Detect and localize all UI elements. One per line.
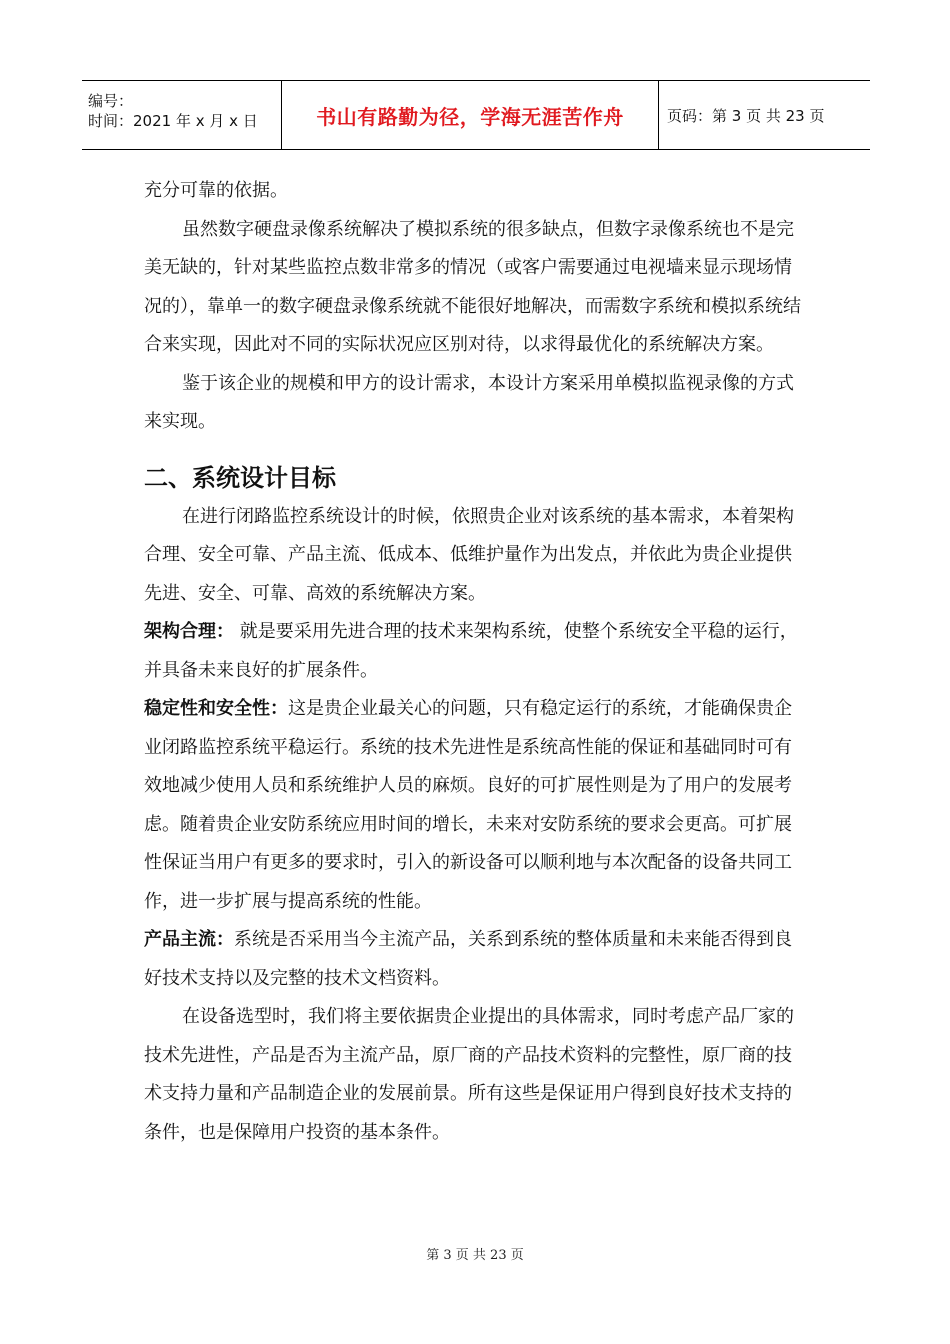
header-left	[88, 91, 258, 131]
term-text: 这是贵企业最关心的问题，只有稳定运行的系统，才能确保贵企业闭路监控系统平稳运行。系统的技术先进性是系统高性能的保证和基础同时可有效地减少使用人员和系统维护人员的麻烦。良好的可扩展性则是为了用户的发展考虑。随着贵企业安防系统应用时间的增长，未来对安防系统的要求会更高。可扩展性保证当用户有更多的要求时，引入的新设备可以顺利地与本次配备的设备共同工作，进一步扩展与提高系统的性能。	[144, 698, 792, 912]
document-body	[144, 172, 808, 1152]
paragraph-architecture	[144, 613, 808, 690]
paragraph-stability	[144, 690, 808, 921]
paragraph-mainstream	[144, 921, 808, 998]
header-page-info: 页码：第 3 页 共 23 页	[667, 106, 825, 125]
paragraph: 充分可靠的依据。	[144, 180, 288, 201]
term-label: 产品主流：	[144, 929, 234, 950]
paragraph: 在设备选型时，我们将主要依据贵企业提出的具体需求，同时考虑产品厂家的技术先进性，产品是否为主流产品，原厂商的产品技术资料的完整性，原厂商的技术支持力量和产品制造企业的发展前景。所有这些是保证用户得到良好技术支持的条件，也是保障用户投资的基本条件。	[144, 1006, 794, 1143]
term-label: 稳定性和安全性：	[144, 698, 288, 719]
paragraph: 在进行闭路监控系统设计的时候，依照贵企业对该系统的基本需求，本着架构合理、安全可靠、产品主流、低成本、低维护量作为出发点，并依此为贵企业提供先进、安全、可靠、高效的系统解决方案。	[144, 505, 794, 604]
term-text: 就是要采用先进合理的技术来架构系统，使整个系统安全平稳的运行，并具备未来良好的扩展条件。	[144, 621, 798, 681]
header-motto: 书山有路勤为径，学海无涯苦作舟	[281, 81, 659, 149]
page-footer: 第 3 页 共 23 页	[426, 1248, 524, 1263]
section-heading: 二、系统设计目标	[144, 463, 336, 492]
doc-number: 编号：	[88, 92, 134, 110]
paragraph: 鉴于该企业的规模和甲方的设计需求，本设计方案采用单模拟监视录像的方式来实现。	[144, 372, 794, 432]
term-text: 系统是否采用当今主流产品，关系到系统的整体质量和未来能否得到良好技术支持以及完整的技术文档资料。	[144, 929, 792, 989]
term-label: 架构合理：	[144, 621, 234, 642]
paragraph: 虽然数字硬盘录像系统解决了模拟系统的很多缺点，但数字录像系统也不是完美无缺的，针对某些监控点数非常多的情况（或客户需要通过电视墙来显示现场情况的），靠单一的数字硬盘录像系统就不能很好地解决，而需数字系统和模拟系统结合来实现，因此对不同的实际状况应区别对待，以求得最优化的系统解决方案。	[144, 218, 801, 355]
doc-date: 时间：2021 年 x 月 x 日	[88, 112, 258, 130]
page-header	[82, 80, 870, 150]
